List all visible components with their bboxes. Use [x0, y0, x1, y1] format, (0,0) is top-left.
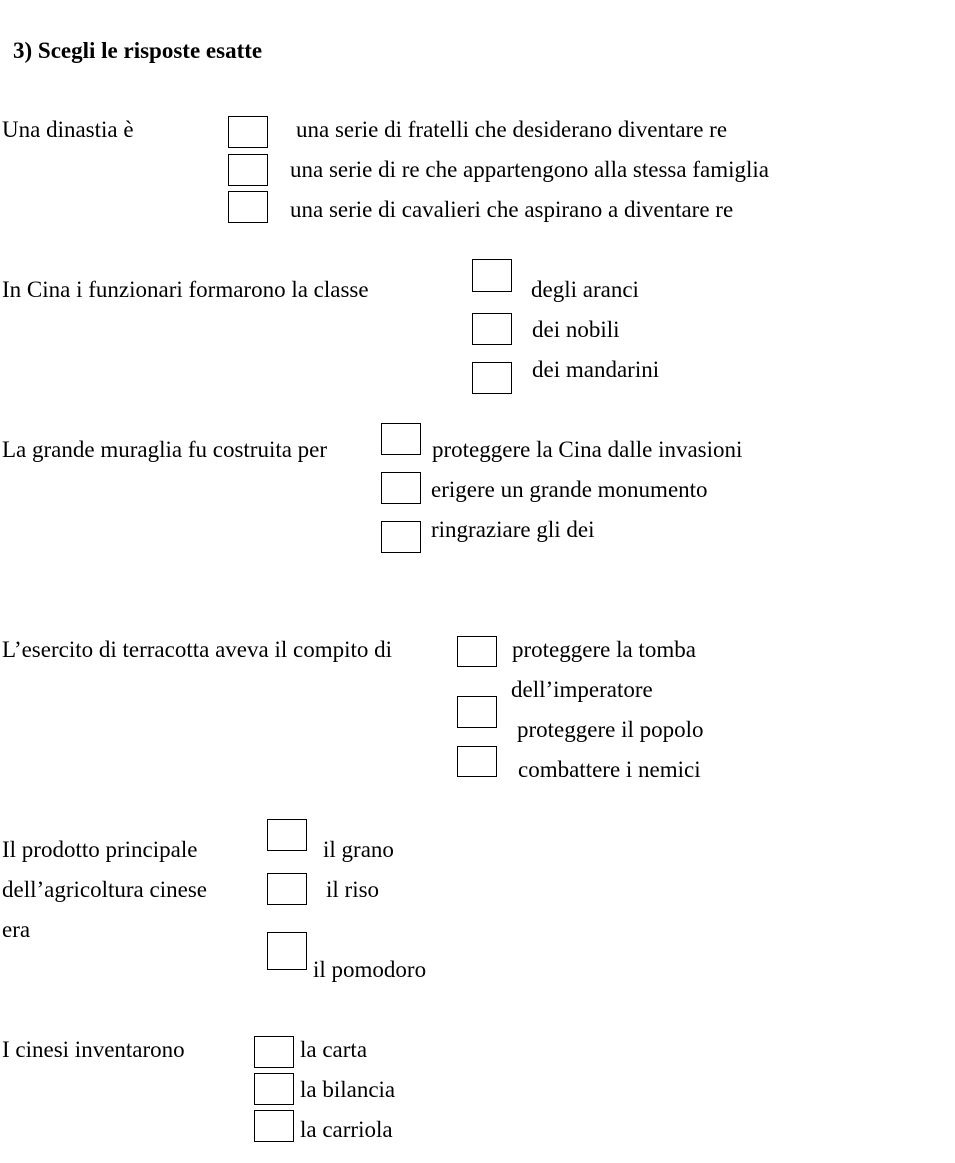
q6-option-1-label: la carta — [300, 1037, 368, 1062]
q2-option-1-checkbox[interactable] — [472, 259, 512, 292]
q1-option-1-checkbox[interactable] — [228, 116, 268, 148]
question-4-prompt: L’esercito di terracotta aveva il compito di — [2, 637, 393, 662]
q4-option-2-checkbox[interactable] — [457, 696, 497, 728]
q4-option-3-label: combattere i nemici — [518, 757, 701, 782]
q2-option-2-label: dei nobili — [532, 317, 620, 342]
q6-option-2-checkbox[interactable] — [254, 1073, 294, 1105]
q6-option-3-label: la carriola — [300, 1117, 393, 1142]
q1-option-3-checkbox[interactable] — [228, 191, 268, 223]
exercise-title: 3) Scegli le risposte esatte — [13, 38, 263, 63]
question-6-prompt: I cinesi inventarono — [2, 1037, 185, 1062]
q6-option-1-checkbox[interactable] — [254, 1036, 294, 1068]
q3-option-3-checkbox[interactable] — [381, 521, 421, 553]
question-1-prompt: Una dinastia è — [2, 117, 134, 142]
q4-option-2-label: proteggere il popolo — [517, 717, 704, 742]
q4-option-1-label: proteggere la tomba — [512, 637, 696, 662]
q2-option-3-label: dei mandarini — [532, 357, 660, 382]
q5-option-1-checkbox[interactable] — [267, 819, 307, 851]
q1-option-2-checkbox[interactable] — [228, 154, 268, 186]
q5-option-3-label: il pomodoro — [313, 957, 427, 982]
q3-option-3-label: ringraziare gli dei — [431, 517, 595, 542]
q3-option-1-label: proteggere la Cina dalle invasioni — [432, 437, 743, 462]
q5-option-2-checkbox[interactable] — [267, 873, 307, 905]
q2-option-3-checkbox[interactable] — [472, 362, 512, 394]
question-5-prompt-line-1: Il prodotto principale — [2, 837, 198, 862]
q5-option-2-label: il riso — [326, 877, 380, 902]
question-5-prompt-line-2: dell’agricoltura cinese — [2, 877, 207, 902]
q4-option-1-label-continued: dell’imperatore — [511, 677, 653, 702]
q2-option-1-label: degli aranci — [531, 277, 639, 302]
q1-option-2-label: una serie di re che appartengono alla stessa famiglia — [290, 157, 769, 182]
q6-option-3-checkbox[interactable] — [254, 1110, 294, 1142]
q6-option-2-label: la bilancia — [300, 1077, 396, 1102]
question-2-prompt: In Cina i funzionari formarono la classe — [2, 277, 369, 302]
q1-option-3-label: una serie di cavalieri che aspirano a diventare re — [290, 197, 734, 222]
q4-option-1-checkbox[interactable] — [457, 636, 497, 667]
question-5-prompt-line-3: era — [2, 917, 31, 942]
question-3-prompt: La grande muraglia fu costruita per — [2, 437, 328, 462]
q3-option-2-label: erigere un grande monumento — [431, 477, 708, 502]
q5-option-1-label: il grano — [323, 837, 394, 862]
q4-option-3-checkbox[interactable] — [457, 746, 497, 777]
q5-option-3-checkbox[interactable] — [267, 932, 307, 970]
q3-option-2-checkbox[interactable] — [381, 472, 421, 504]
q1-option-1-label: una serie di fratelli che desiderano diventare re — [296, 117, 728, 142]
q2-option-2-checkbox[interactable] — [472, 313, 512, 345]
q3-option-1-checkbox[interactable] — [381, 423, 421, 455]
